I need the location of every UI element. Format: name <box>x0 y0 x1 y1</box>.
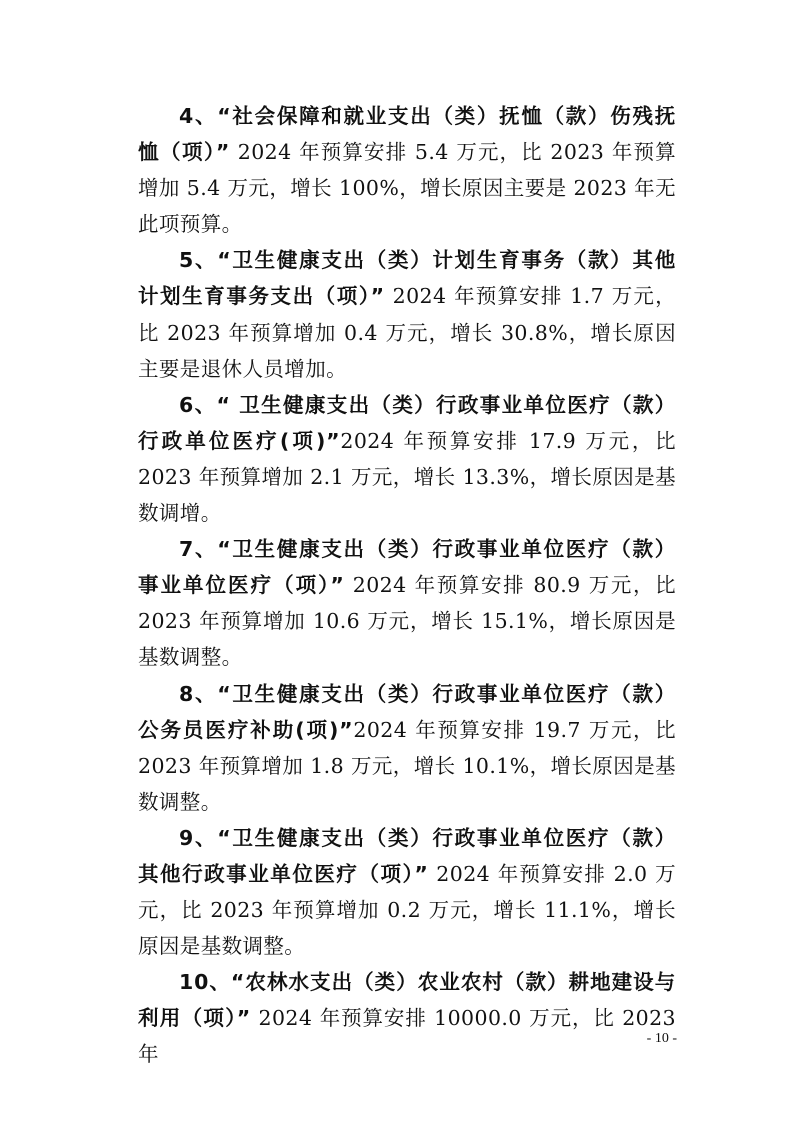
paragraph-item-4 <box>138 98 676 242</box>
paragraph-item-10 <box>138 964 676 1072</box>
paragraph-heading: 7、“卫生健康支出（类）行政事业单位医疗（款）事业单位医疗（项）” <box>138 537 676 598</box>
paragraph-text: 2024 年预算安排 80.9 万元，比 2023 年预算增加 10.6 万元，增长 15.1%，增长原因是基数调整。 <box>138 573 676 670</box>
paragraph-item-6 <box>138 387 676 531</box>
paragraph-item-8 <box>138 676 676 820</box>
paragraph-text: 2024 年预算安排 10000.0 万元，比 2023 年 <box>138 1006 677 1067</box>
paragraph-text: 2024 年预算安排 19.7 万元，比 2023 年预算增加 1.8 万元，增长 10.1%，增长原因是基数调整。 <box>138 717 676 814</box>
page-number: - 10 - <box>646 1031 677 1046</box>
paragraph-text: 2024 年预算安排 5.4 万元，比 2023 年预算增加 5.4 万元，增长 100%，增长原因主要是 2023 年无此项预算。 <box>138 140 676 237</box>
paragraph-item-5 <box>138 242 676 386</box>
paragraph-heading: 10、“农林水支出（类）农业农村（款）耕地建设与利用（项）” <box>138 970 676 1031</box>
paragraph-item-9 <box>138 820 676 964</box>
paragraph-heading: 4、“社会保障和就业支出（类）抚恤（款）伤残抚恤（项）” <box>138 104 676 165</box>
paragraph-text: 2024 年预算安排 17.9 万元，比 2023 年预算增加 2.1 万元，增长 13.3%，增长原因是基数调增。 <box>138 428 676 526</box>
paragraph-text: 2024 年预算安排 2.0 万元，比 2023 年预算增加 0.2 万元，增长 11.1%，增长原因是基数调整。 <box>138 861 676 959</box>
paragraph-heading: 5、“卫生健康支出（类）计划生育事务（款）其他计划生育事务支出（项）” <box>138 248 676 309</box>
paragraph-item-7 <box>138 531 676 675</box>
paragraph-heading: 8、“卫生健康支出（类）行政事业单位医疗（款）公务员医疗补助(项)” <box>138 681 676 742</box>
paragraph-heading: 9、“卫生健康支出（类）行政事业单位医疗（款）其他行政事业单位医疗（项）” <box>138 825 676 886</box>
paragraph-text: 2024 年预算安排 1.7 万元，比 2023 年预算增加 0.4 万元，增长 30.8%，增长原因主要是退休人员增加。 <box>138 284 676 381</box>
paragraph-heading: 6、“ 卫生健康支出（类）行政事业单位医疗（款）行政单位医疗(项)” <box>138 392 676 453</box>
document-body <box>138 98 676 1073</box>
